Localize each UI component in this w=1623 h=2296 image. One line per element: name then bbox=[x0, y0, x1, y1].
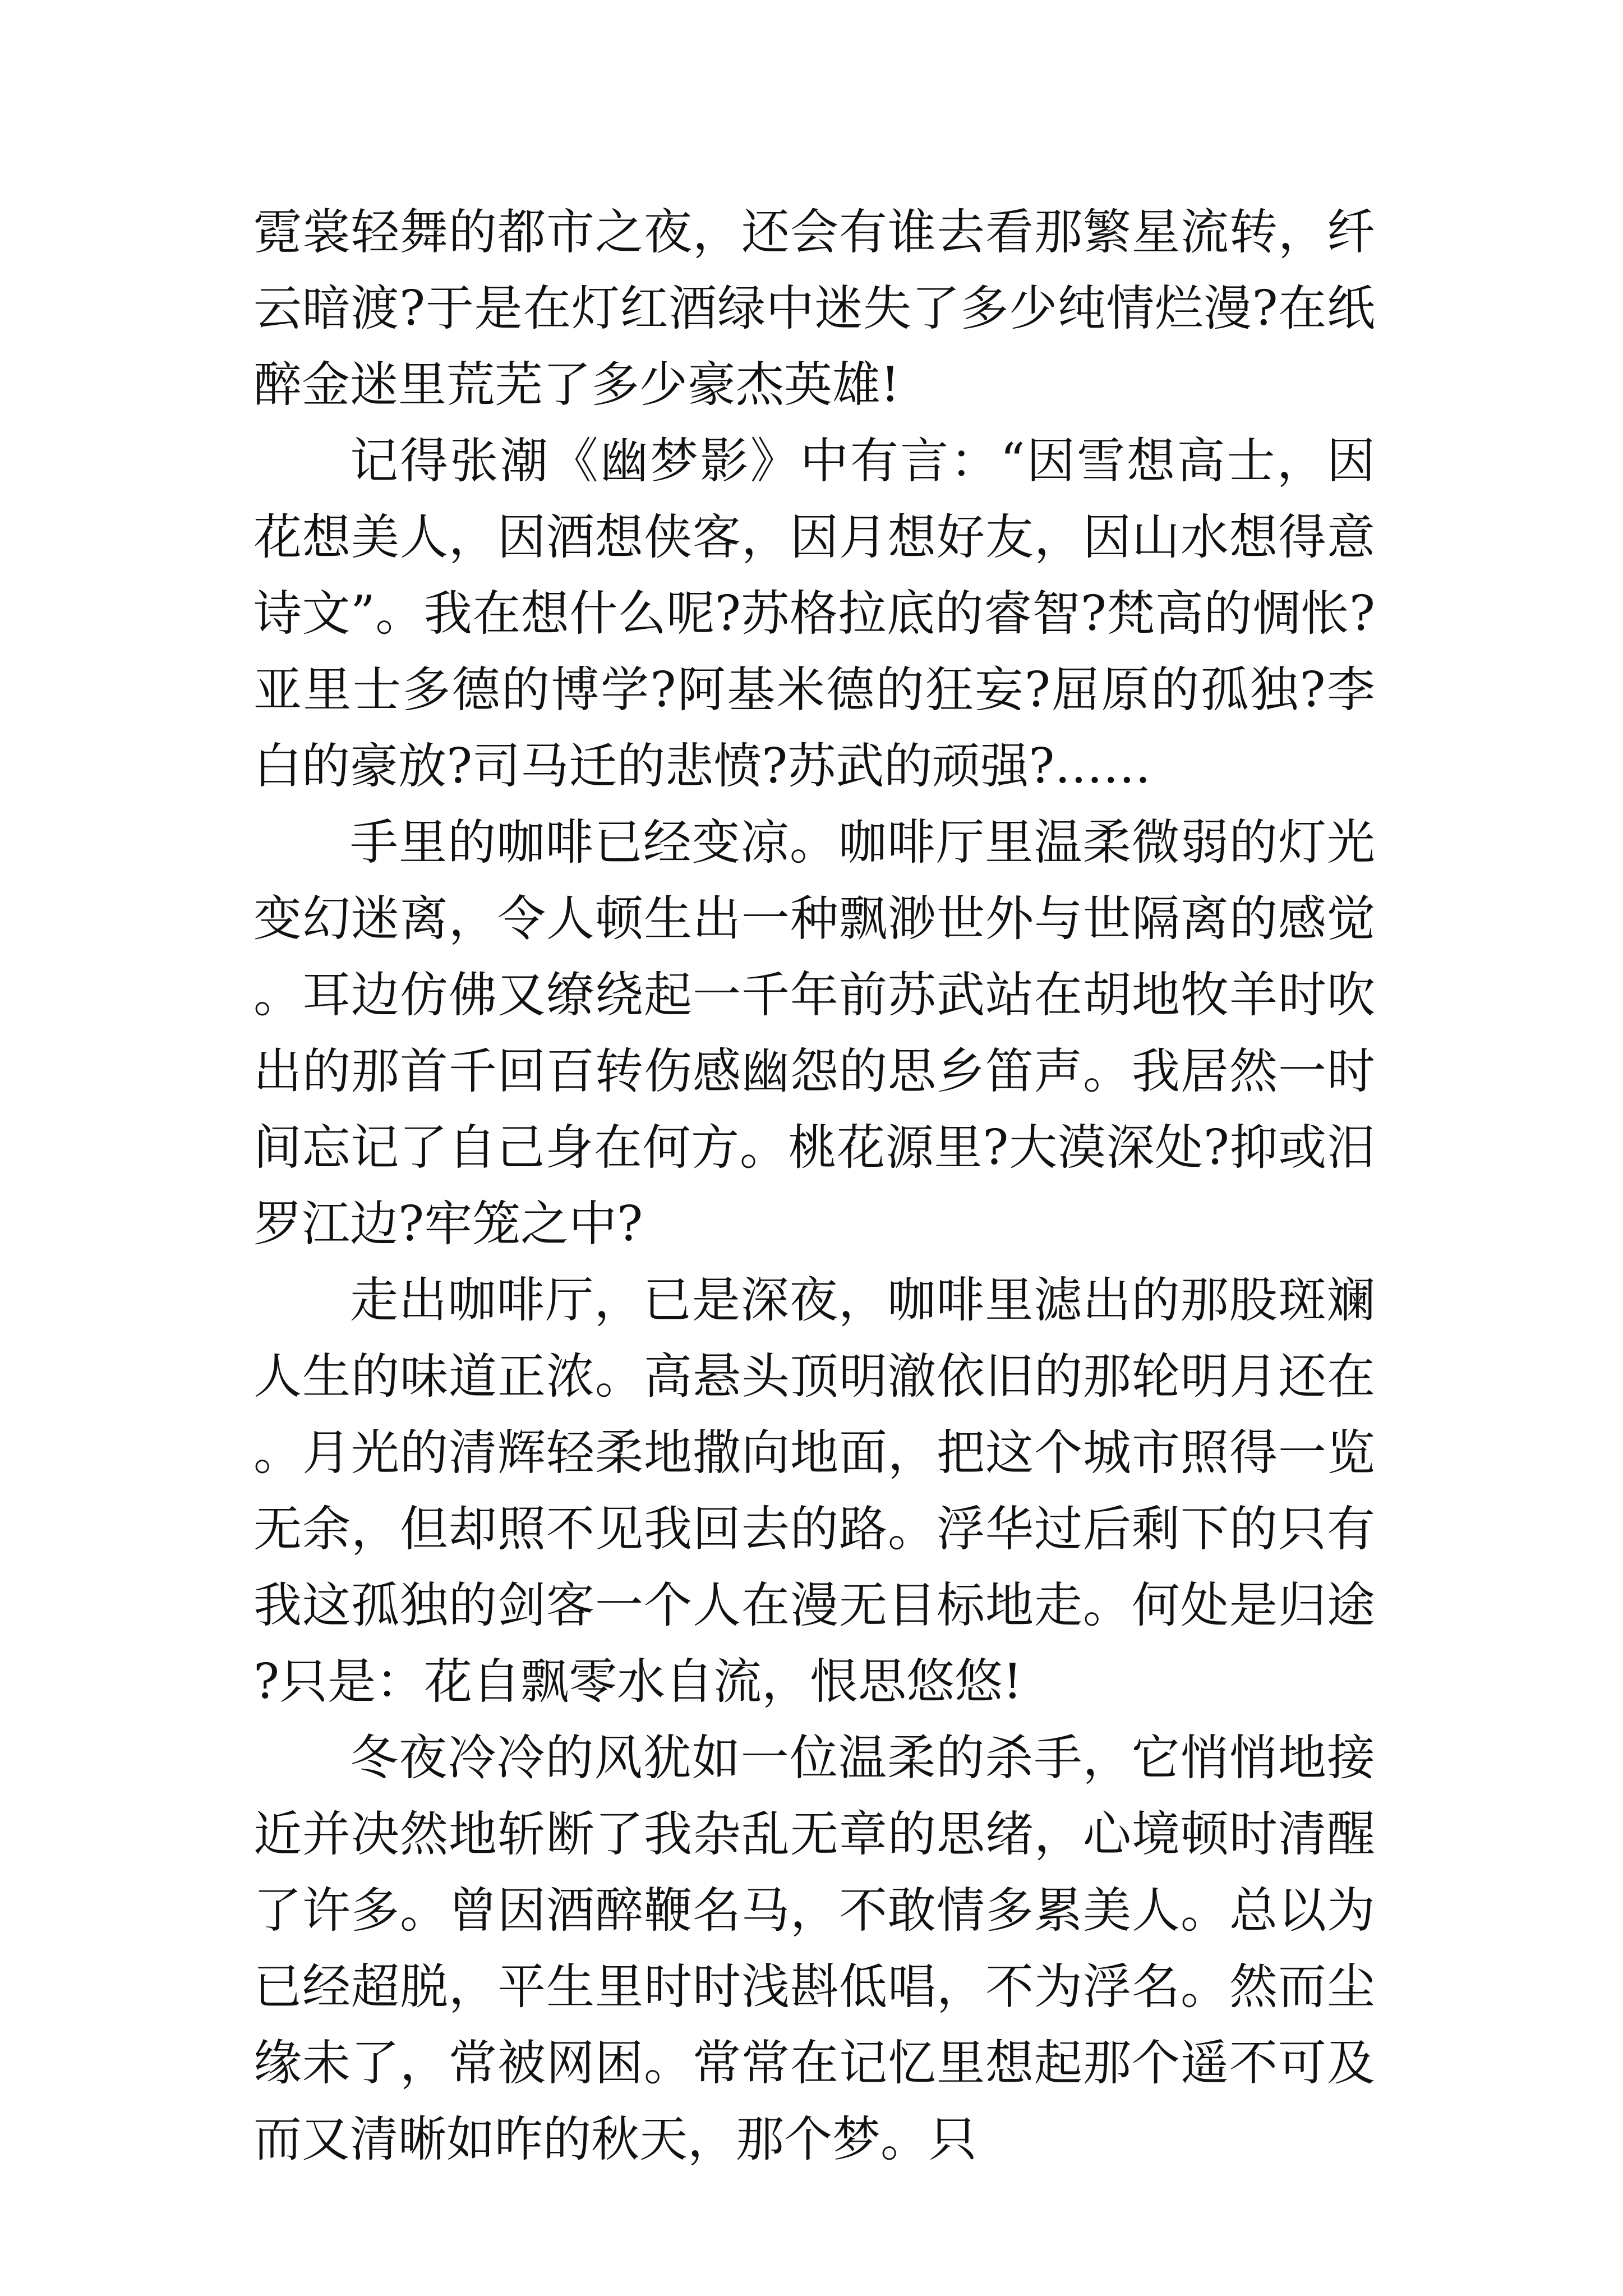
paragraph-5: 冬夜冷冷的风犹如一位温柔的杀手，它悄悄地接近并决然地斩断了我杂乱无章的思绪，心境顿时清醒了许多。曾因酒醉鞭名马，不敢情多累美人。总以为已经超脱，平生里时时浅斟低唱，不为浮名。然而尘缘未了，常被网困。常常在记忆里想起那个遥不可及而又清晰如昨的秋天，那个梦。只 bbox=[253, 1730, 1375, 2168]
body-text bbox=[253, 194, 1375, 2178]
paragraph-4: 走出咖啡厅，已是深夜，咖啡里滤出的那股斑斓人生的味道正浓。高悬头顶明澈依旧的那轮明月还在。月光的清辉轻柔地撒向地面，把这个城市照得一览无余，但却照不见我回去的路。浮华过后剩下的只有我这孤独的剑客一个人在漫无目标地走。何处是归途?只是：花自飘零水自流，恨思悠悠! bbox=[253, 1272, 1375, 1710]
paragraph-2: 记得张潮《幽梦影》中有言：“因雪想高士，因花想美人，因酒想侠客，因月想好友，因山水想得意诗文”。我在想什么呢?苏格拉底的睿智?梵高的惆怅?亚里士多德的博学?阿基米德的狂妄?屈原的孤独?李白的豪放?司马迁的悲愤?苏武的顽强?…… bbox=[253, 433, 1375, 794]
paragraph-3: 手里的咖啡已经变凉。咖啡厅里温柔微弱的灯光变幻迷离，令人顿生出一种飘渺世外与世隔离的感觉。耳边仿佛又缭绕起一千年前苏武站在胡地牧羊时吹出的那首千回百转伤感幽怨的思乡笛声。我居然一时间忘记了自己身在何方。桃花源里?大漠深处?抑或汨罗江边?牢笼之中? bbox=[253, 815, 1375, 1252]
paragraph-1: 霓裳轻舞的都市之夜，还会有谁去看那繁星流转，纤云暗渡?于是在灯红酒绿中迷失了多少纯情烂漫?在纸醉金迷里荒芜了多少豪杰英雄! bbox=[253, 204, 1375, 413]
